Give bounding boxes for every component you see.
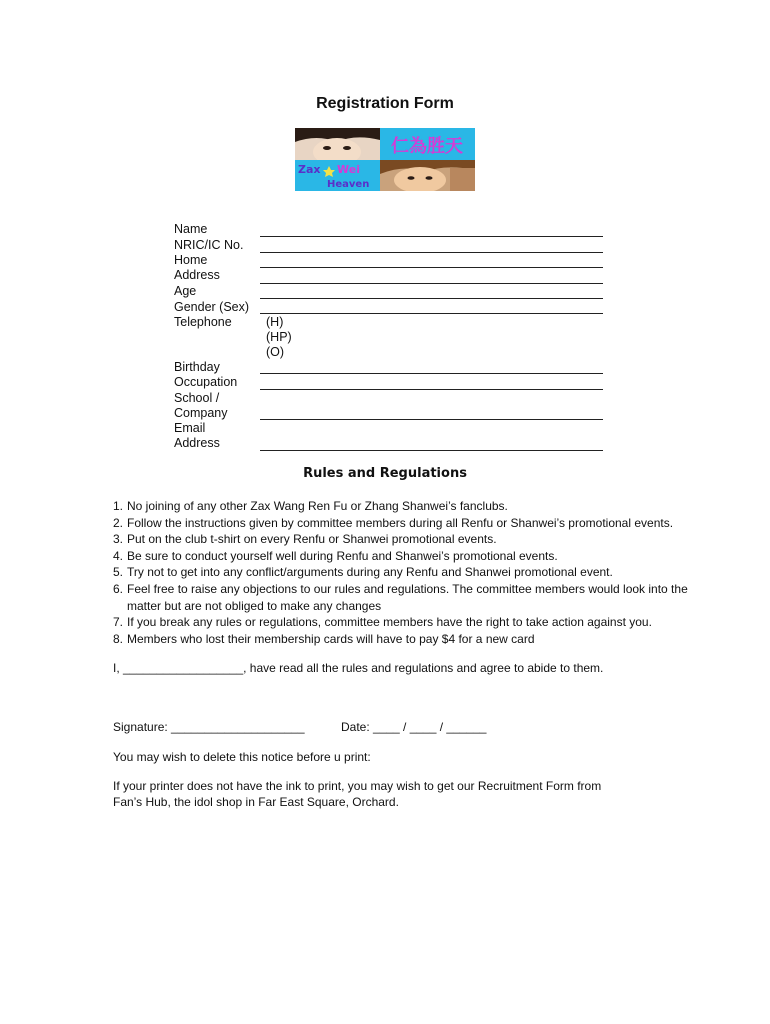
label-occupation: Occupation bbox=[174, 375, 238, 389]
rule-item: 2. Follow the instructions given by committee members during all Renfu or Shanwei’s promotional events. bbox=[113, 515, 674, 530]
age-field-line[interactable] bbox=[260, 298, 603, 299]
email-field-line[interactable] bbox=[260, 450, 603, 451]
label-nric: NRIC/IC No. bbox=[174, 238, 244, 252]
occupation-field-line[interactable] bbox=[260, 389, 603, 390]
label-birthday: Birthday bbox=[174, 360, 220, 374]
rules-heading: Rules and Regulations bbox=[303, 466, 467, 481]
printer-note-line-2: Fan’s Hub, the idol shop in Far East Square, Orchard. bbox=[113, 795, 399, 809]
home-address-line-1[interactable] bbox=[260, 267, 603, 268]
fanclub-banner-image bbox=[295, 128, 475, 191]
date-line[interactable]: Date: ____ / ____ / ______ bbox=[341, 720, 487, 734]
agreement-statement: I, __________________, have read all the rules and regulations and agree to abide to them. bbox=[113, 661, 604, 675]
rule-item: 4. Be sure to conduct yourself well during Renfu and Shanwei’s promotional events. bbox=[113, 548, 558, 563]
label-age: Age bbox=[174, 284, 197, 298]
rule-item: 1. No joining of any other Zax Wang Ren Fu or Zhang Shanwei’s fanclubs. bbox=[113, 499, 508, 513]
label-email: Email bbox=[174, 421, 206, 435]
label-tel-office: (O) bbox=[266, 345, 285, 359]
label-home: Home bbox=[174, 253, 208, 267]
banner-brand-line3: Heaven bbox=[327, 179, 370, 190]
rule-item: 7. If you break any rules or regulations, committee members have the right to take action against you. bbox=[113, 615, 652, 630]
school-company-field-line[interactable] bbox=[260, 419, 603, 420]
name-field-line[interactable] bbox=[260, 236, 603, 237]
delete-notice: You may wish to delete this notice before u print: bbox=[113, 750, 371, 764]
label-school: School / bbox=[174, 391, 220, 405]
home-address-line-2[interactable] bbox=[260, 283, 603, 284]
label-telephone: Telephone bbox=[174, 315, 232, 329]
gender-field-line[interactable] bbox=[260, 313, 603, 314]
label-name: Name bbox=[174, 222, 208, 236]
label-gender: Gender (Sex) bbox=[174, 300, 250, 314]
rule-item: 3. Put on the club t-shirt on every Renfu or Shanwei promotional events. bbox=[113, 532, 497, 547]
rule-item: 8. Members who lost their membership cards will have to pay $4 for a new card bbox=[113, 631, 535, 646]
printer-note-line-1: If your printer does not have the ink to print, you may wish to get our Recruitment Form from bbox=[113, 779, 602, 793]
rules-list bbox=[113, 498, 723, 647]
banner-cjk-text: 仁為胜天 bbox=[391, 136, 463, 157]
birthday-field-line[interactable] bbox=[260, 373, 603, 374]
nric-field-line[interactable] bbox=[260, 252, 603, 253]
label-tel-home: (H) bbox=[266, 315, 284, 329]
banner-brand-line2: Wei bbox=[337, 163, 360, 176]
label-tel-handphone: (HP) bbox=[266, 330, 292, 344]
label-address: Address bbox=[174, 268, 220, 282]
banner-brand-line1: Zax bbox=[298, 163, 321, 176]
label-email-address: Address bbox=[174, 436, 220, 450]
signature-line[interactable]: Signature: ____________________ bbox=[113, 720, 305, 734]
rule-item: 5. Try not to get into any conflict/arguments during any Renfu and Shanwei promotional event. bbox=[113, 565, 613, 580]
rule-item: 6. Feel free to raise any objections to our rules and regulations. The committee members would look into the matter but are not obliged to make any changes bbox=[113, 581, 688, 613]
form-title: Registration Form bbox=[316, 95, 454, 112]
label-company: Company bbox=[174, 406, 228, 420]
